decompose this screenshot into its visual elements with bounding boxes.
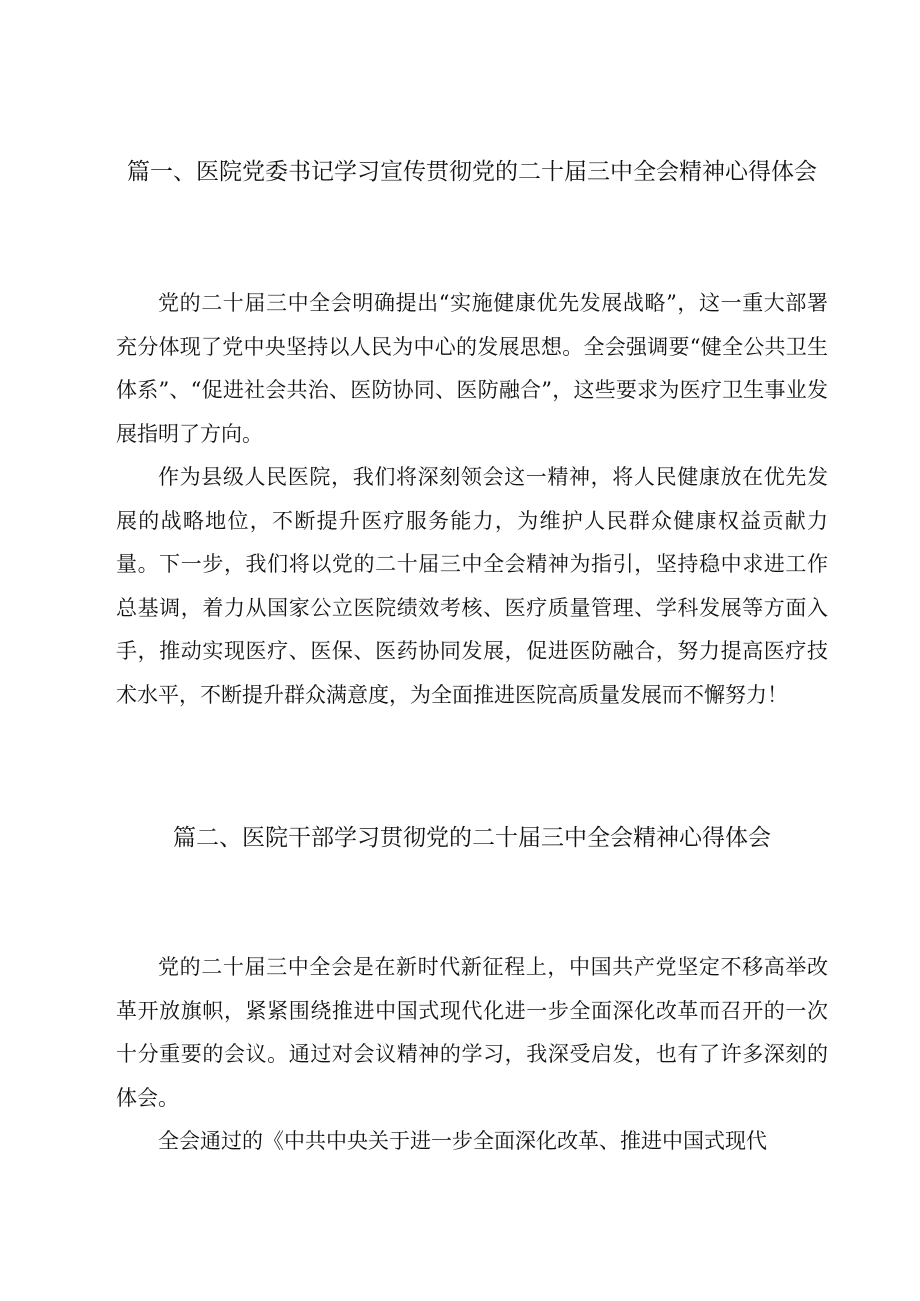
section-2-paragraph-2: 全会通过的《中共中央关于进一步全面深化改革、推进中国式现代 [158,1129,767,1153]
section-2-paragraph-1: 党的二十届三中全会是在新时代新征程上，中国共产党坚定不移高举改革开放旗帜，紧紧围绕推进中国式现代化进一步全面深化改革而召开的一次十分重要的会议。通过对会议精神的学习，我深受启发，也有了许多深刻的体会。 [116,955,828,1110]
section-title-1: 篇一、医院党委书记学习宣传贯彻党的二十届三中全会精神心得体会 [127,159,817,185]
section-1-paragraph-1: 党的二十届三中全会明确提出“实施健康优先发展战略”，这一重大部署充分体现了党中央坚持以人民为中心的发展思想。全会强调要“健全公共卫生体系”、“促进社会共治、医防协同、医防融合”，这些要求为医疗卫生事业发展指明了方向。 [116,291,828,446]
section-1-paragraph-2: 作为县级人民医院，我们将深刻领会这一精神，将人民健康放在优先发展的战略地位，不断提升医疗服务能力，为维护人民群众健康权益贡献力量。下一步，我们将以党的二十届三中全会精神为指引，坚持稳中求进工作总基调，着力从国家公立医院绩效考核、医疗质量管理、学科发展等方面入手，推动实现医疗、医保、医药协同发展，促进医防融合，努力提高医疗技术水平，不断提升群众满意度，为全面推进医院高质量发展而不懈努力！ [116,465,828,707]
section-title-2: 篇二、医院干部学习贯彻党的二十届三中全会精神心得体会 [173,825,771,851]
